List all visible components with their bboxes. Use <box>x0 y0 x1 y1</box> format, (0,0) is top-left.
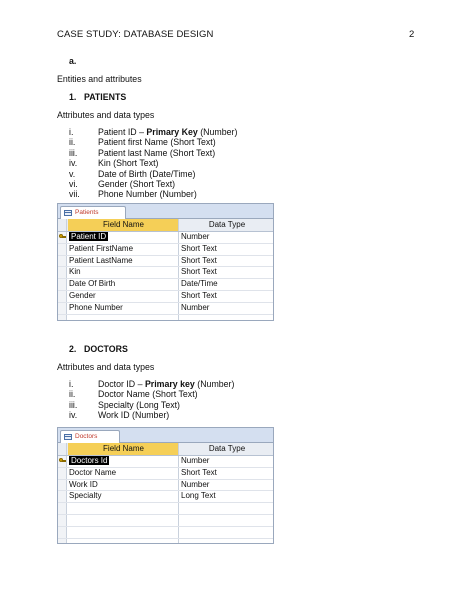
row-selector[interactable] <box>58 456 67 467</box>
doctors-heading-number: 2. <box>69 344 77 354</box>
table-row[interactable]: Patient LastName Short Text <box>58 256 273 268</box>
tab-patients[interactable]: Patients <box>60 206 126 219</box>
column-header-field-name[interactable]: Field Name <box>68 443 179 455</box>
table-header-row <box>58 443 273 456</box>
patients-heading-number: 1. <box>69 92 77 102</box>
row-selector[interactable] <box>58 291 67 302</box>
tab-doctors[interactable]: Doctors <box>60 430 120 443</box>
table-row[interactable]: Patient FirstName Short Text <box>58 244 273 256</box>
patients-tab-bar <box>58 204 273 219</box>
header-title: CASE STUDY: DATABASE DESIGN <box>57 29 214 40</box>
table-row[interactable]: Phone Number Number <box>58 303 273 315</box>
table-row-empty[interactable] <box>58 527 273 539</box>
table-row-empty[interactable] <box>58 315 273 321</box>
table-row-empty[interactable] <box>58 515 273 527</box>
column-header-field-name[interactable]: Field Name <box>68 219 179 231</box>
column-header-data-type[interactable]: Data Type <box>208 220 246 229</box>
row-selector[interactable] <box>58 279 67 290</box>
table-row[interactable]: Specialty Long Text <box>58 491 273 503</box>
patients-attribute-list: i. Patient ID – Primary Key (Number) ii. Patient first Name (Short Text) iii. Patient last Name (Short Text) iv. Kin (Short Text) v. Date of Birth (Date/Time) vi. Gender (Short Text) vii. Phone Number (Number) <box>69 127 238 200</box>
table-row-empty[interactable] <box>58 503 273 515</box>
patients-heading: PATIENTS <box>84 92 127 102</box>
doctors-grid <box>58 443 273 544</box>
primary-key-icon <box>59 458 66 464</box>
table-header-row <box>58 219 273 232</box>
page-number: 2 <box>409 29 415 40</box>
row-selector[interactable] <box>58 480 67 491</box>
section-letter: a. <box>69 56 77 66</box>
intro-text: Entities and attributes <box>57 74 142 84</box>
patients-subheading: Attributes and data types <box>57 110 155 120</box>
row-selector[interactable] <box>58 491 67 502</box>
table-row[interactable]: Doctor Name Short Text <box>58 468 273 480</box>
table-row[interactable]: Doctors Id Number <box>58 456 273 468</box>
row-selector[interactable] <box>58 303 67 314</box>
row-selector[interactable] <box>58 267 67 278</box>
table-row-empty[interactable] <box>58 539 273 544</box>
row-selector[interactable] <box>58 244 67 255</box>
column-header-data-type[interactable]: Data Type <box>208 444 246 453</box>
doctors-table-design <box>57 427 274 544</box>
doctors-attribute-list: i. Doctor ID – Primary key (Number) ii. Doctor Name (Short Text) iii. Specialty (Long Text) iv. Work ID (Number) <box>69 379 235 421</box>
doctors-heading: DOCTORS <box>84 344 128 354</box>
row-selector[interactable] <box>58 256 67 267</box>
primary-key-icon <box>59 234 66 240</box>
doctors-subheading: Attributes and data types <box>57 362 155 372</box>
row-selector[interactable] <box>58 232 67 243</box>
patients-grid <box>58 219 273 321</box>
doctors-tab-bar <box>58 428 273 443</box>
table-row[interactable]: Gender Short Text <box>58 291 273 303</box>
patients-table-design <box>57 203 274 321</box>
table-row[interactable]: Date Of Birth Date/Time <box>58 279 273 291</box>
table-icon <box>64 210 72 216</box>
row-selector[interactable] <box>58 468 67 479</box>
table-icon <box>64 434 72 440</box>
table-row[interactable]: Work ID Number <box>58 480 273 492</box>
table-row[interactable]: Kin Short Text <box>58 267 273 279</box>
table-row[interactable]: Patient ID Number <box>58 232 273 244</box>
